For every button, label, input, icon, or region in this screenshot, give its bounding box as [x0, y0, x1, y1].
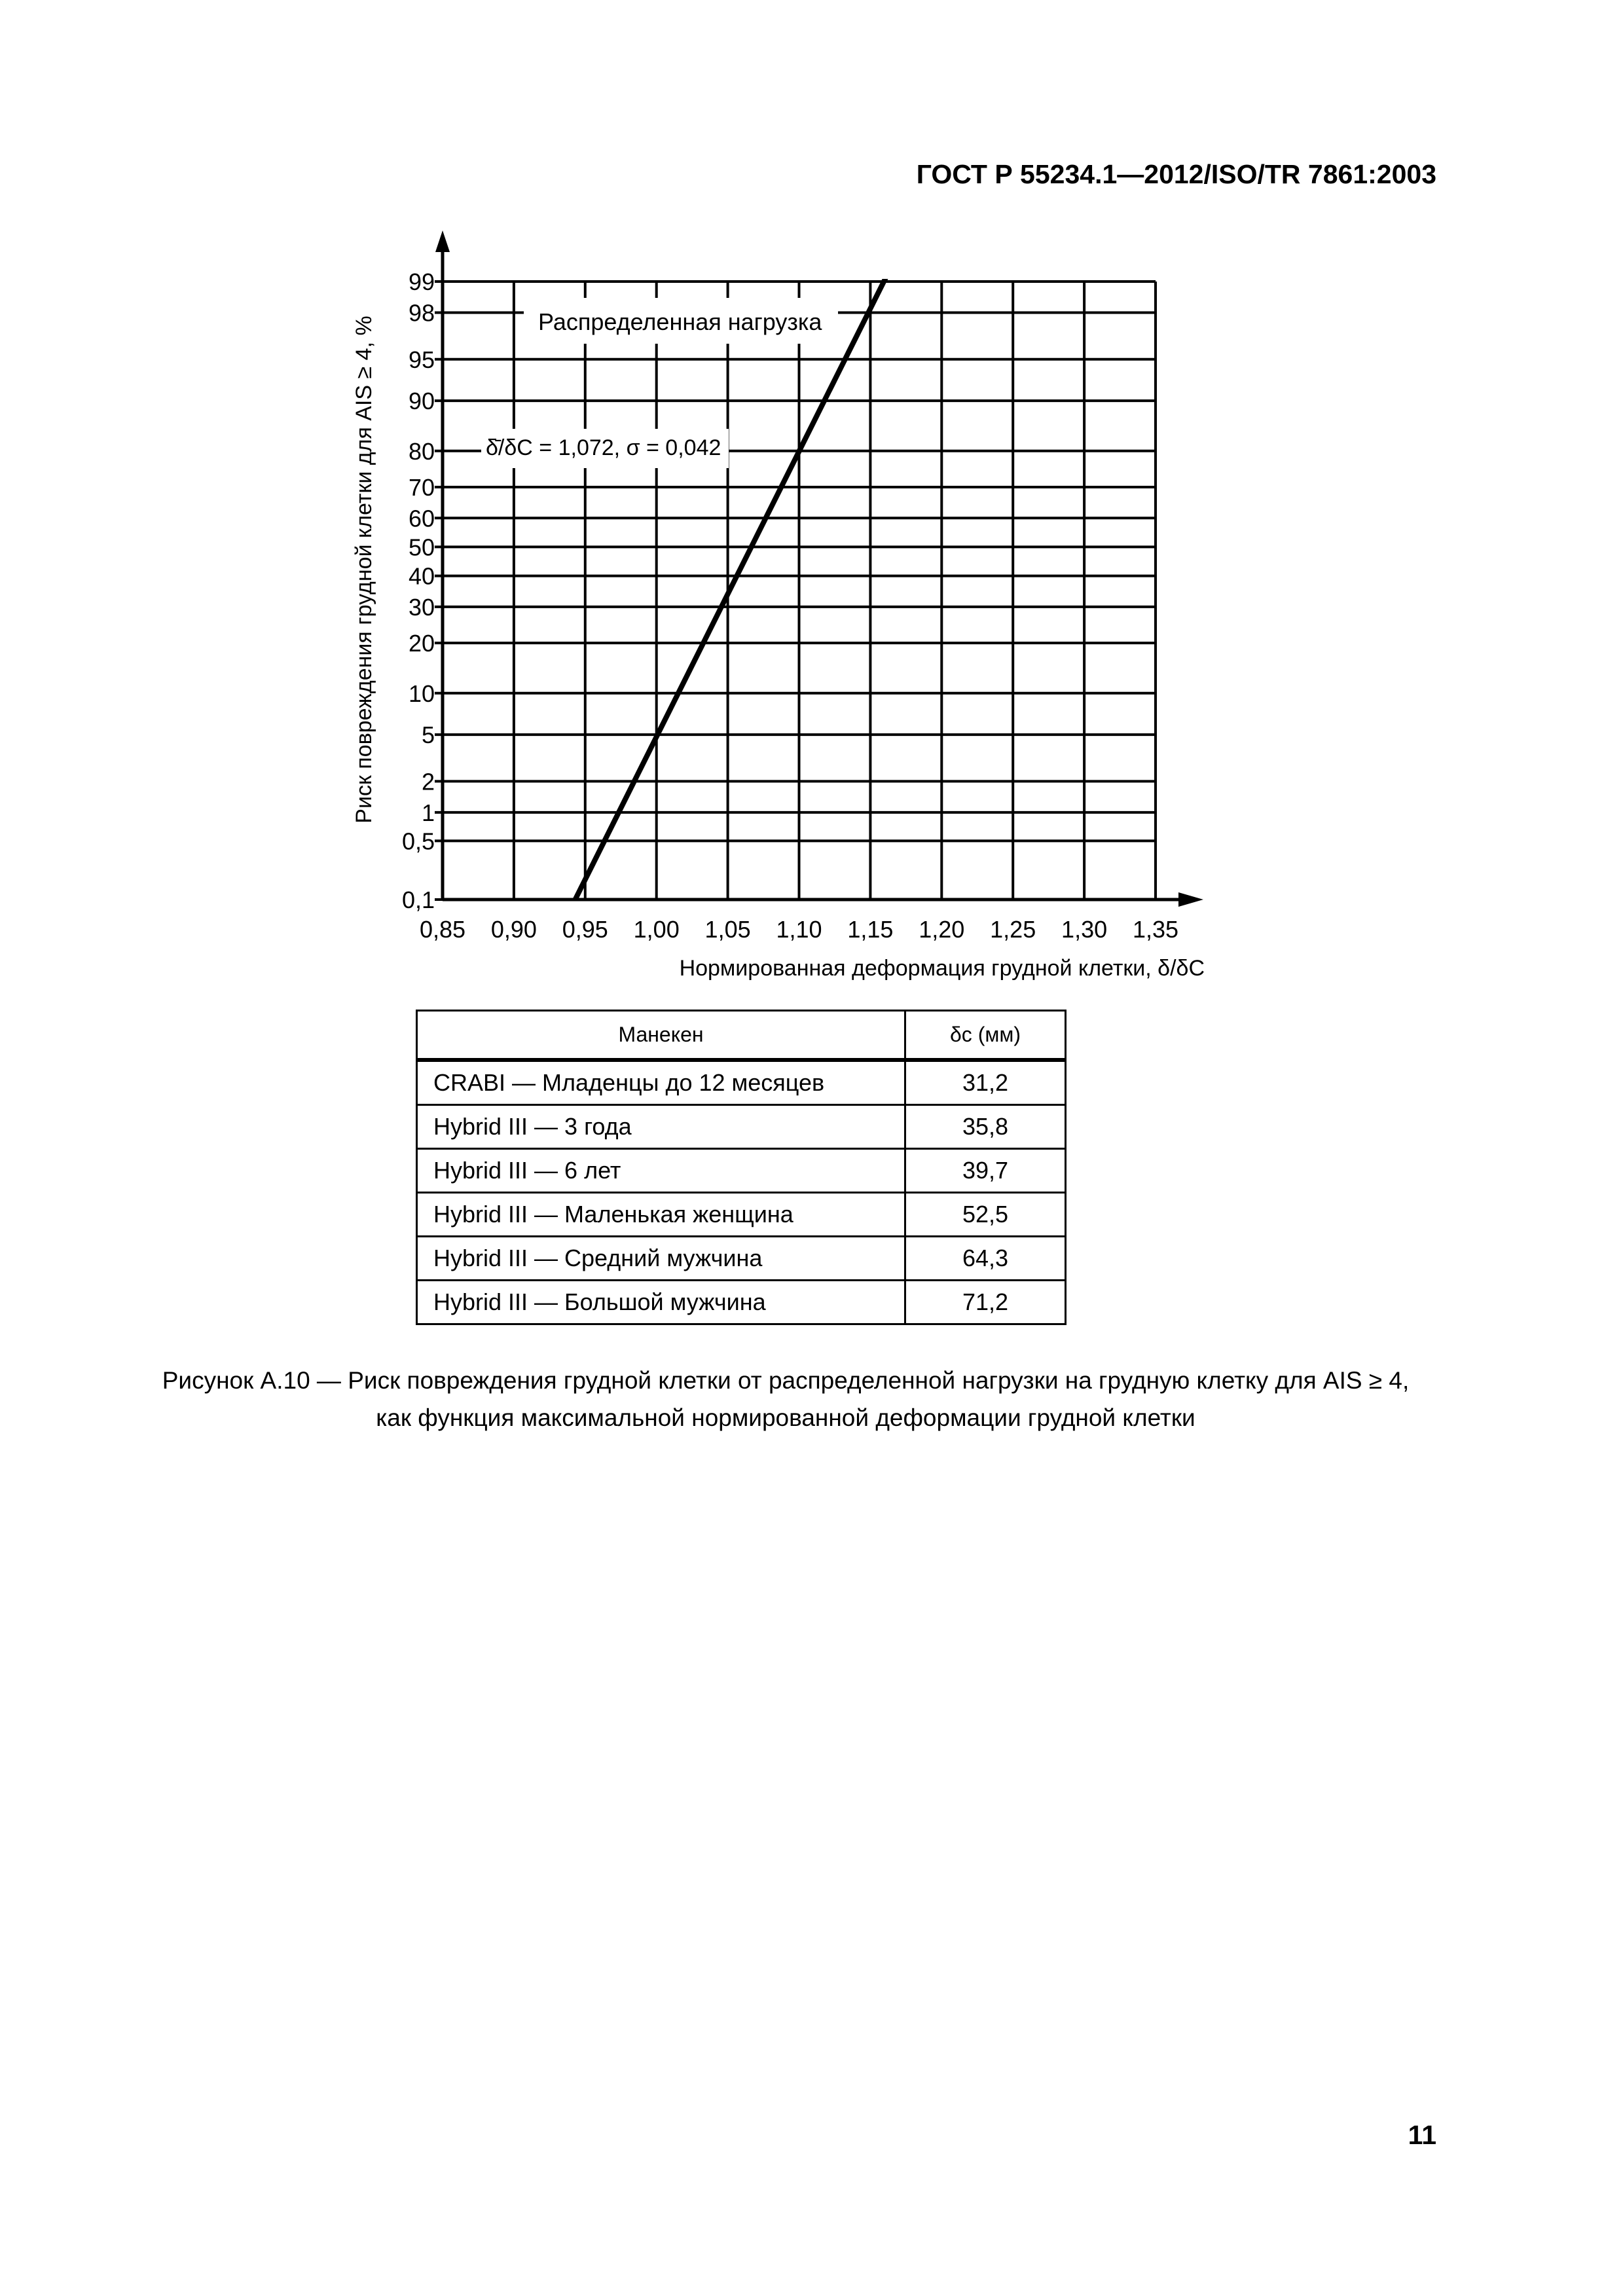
y-tick-label: 0,1 [401, 886, 435, 913]
y-axis-arrow [435, 230, 450, 252]
y-tick-label: 1 [421, 799, 435, 826]
y-tick-labels [402, 268, 435, 913]
caption-line-2: как функция максимальной нормированной деформации грудной клетки [376, 1404, 1195, 1431]
y-tick-label: 30 [408, 593, 435, 621]
x-axis-arrow [1178, 892, 1203, 907]
document-header: ГОСТ Р 55234.1—2012/ISO/TR 7861:2003 [916, 159, 1436, 189]
x-tick-label: 0,85 [419, 916, 466, 943]
header-deflection: δc (мм) [905, 1011, 1066, 1061]
x-tick-label: 1,15 [847, 916, 894, 943]
x-tick-label: 0,90 [490, 916, 537, 943]
table-row [417, 1105, 1066, 1149]
cell-dummy: CRABI — Младенцы до 12 месяцев [417, 1060, 905, 1105]
y-tick-label: 2 [421, 768, 435, 795]
y-tick-label: 95 [408, 346, 435, 373]
y-tick-label: 98 [408, 299, 435, 327]
cell-dummy: Hybrid III — 6 лет [417, 1149, 905, 1193]
grid-horizontal-lines [435, 282, 1156, 900]
cell-dummy: Hybrid III — Маленькая женщина [417, 1193, 905, 1237]
caption-line-1: Рисунок А.10 — Риск повреждения грудной клетки от распределенной нагрузки на грудную клетку для AIS ≥ 4, [162, 1367, 1410, 1394]
cell-dummy: Hybrid III — 3 года [417, 1105, 905, 1149]
cell-dummy: Hybrid III — Средний мужчина [417, 1237, 905, 1281]
x-tick-label: 0,95 [562, 916, 608, 943]
y-tick-label: 10 [408, 680, 435, 707]
cell-value: 31,2 [905, 1060, 1066, 1105]
cell-value: 71,2 [905, 1281, 1066, 1324]
cell-value: 39,7 [905, 1149, 1066, 1193]
grid-vertical-lines [443, 282, 1156, 900]
y-tick-label: 0,5 [401, 828, 435, 855]
cell-value: 52,5 [905, 1193, 1066, 1237]
y-axis-label: Риск повреждения грудной клетки для AIS ≥ 4, % [352, 316, 376, 824]
x-tick-label: 1,30 [1061, 916, 1108, 943]
x-tick-label: 1,05 [704, 916, 751, 943]
dummy-table [416, 1010, 1067, 1325]
annotation-params: δ̄/δC = 1,072, σ = 0,042 [486, 435, 721, 460]
table-header-row [417, 1011, 1066, 1061]
y-tick-label: 99 [408, 268, 435, 295]
y-tick-label: 20 [408, 630, 435, 657]
table-row [417, 1237, 1066, 1281]
x-tick-label: 1,20 [919, 916, 965, 943]
table-row [417, 1281, 1066, 1324]
y-tick-label: 50 [408, 534, 435, 561]
annotations [481, 298, 838, 468]
x-tick-label: 1,00 [633, 916, 680, 943]
x-axis-label: Нормированная деформация грудной клетки, δ/δC [679, 956, 1205, 981]
cell-dummy: Hybrid III — Большой мужчина [417, 1281, 905, 1324]
table-row [417, 1060, 1066, 1105]
figure-caption [131, 1362, 1440, 1436]
y-tick-label: 60 [408, 505, 435, 532]
risk-chart [0, 0, 1623, 1021]
cell-value: 64,3 [905, 1237, 1066, 1281]
y-tick-label: 5 [421, 721, 435, 749]
table-row [417, 1193, 1066, 1237]
page-number: 11 [1408, 2120, 1436, 2150]
x-tick-label: 1,10 [776, 916, 822, 943]
table-row [417, 1149, 1066, 1193]
cell-value: 35,8 [905, 1105, 1066, 1149]
y-tick-label: 80 [408, 437, 435, 465]
x-tick-label: 1,35 [1132, 916, 1179, 943]
y-tick-label: 40 [408, 562, 435, 590]
x-tick-label: 1,25 [990, 916, 1036, 943]
y-tick-label: 90 [408, 388, 435, 415]
y-tick-label: 70 [408, 474, 435, 501]
header-dummy: Манекен [417, 1011, 905, 1061]
annotation-load-type: Распределенная нагрузка [538, 308, 822, 335]
x-tick-labels [420, 916, 1178, 943]
